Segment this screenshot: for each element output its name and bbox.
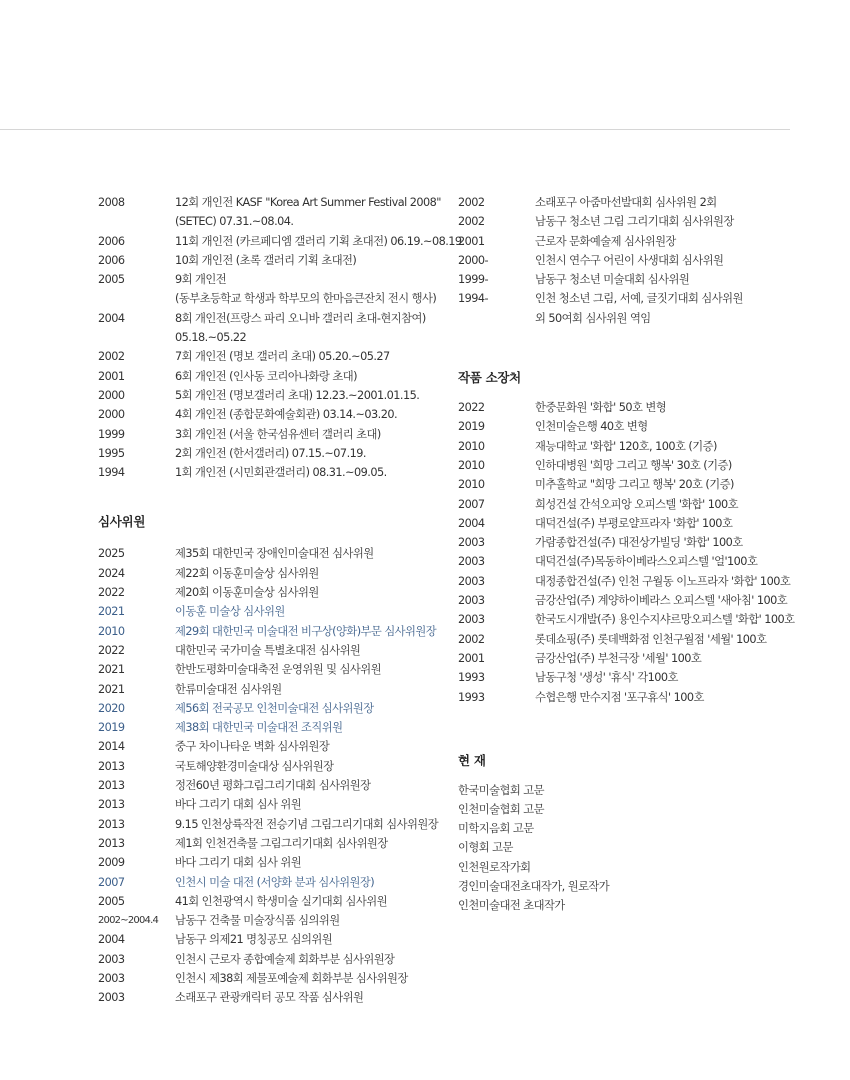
item-text: 41회 인천광역시 학생미술 실기대회 심사위원 xyxy=(175,894,387,908)
list-item xyxy=(98,680,443,699)
list-item xyxy=(458,630,798,649)
item-text: 롯데쇼핑(주) 롯데백화점 인천구월점 '세월' 100호 xyxy=(535,632,767,646)
list-item xyxy=(458,533,798,552)
item-text: 한중문화원 '화합' 50호 변형 xyxy=(535,401,667,415)
item-text: 남동구 청소년 미술대회 심사위원 xyxy=(535,273,690,287)
item-text: 인천시 제38회 제물포예술제 회화부분 심사위원장 xyxy=(175,971,408,985)
year-label: 2003 xyxy=(98,952,125,966)
item-text: 6회 개인전 (인사동 코리아나화랑 초대) xyxy=(175,369,357,383)
year-label: 2013 xyxy=(98,836,125,850)
list-item xyxy=(98,289,443,308)
list-item xyxy=(98,622,443,641)
year-label: 2010 xyxy=(458,478,485,492)
year-label: 2021 xyxy=(98,605,125,619)
item-text: 소래포구 아줌마선발대회 심사위원 2회 xyxy=(535,196,717,209)
list-item xyxy=(98,309,443,328)
list-item xyxy=(458,456,798,475)
year-label: 2003 xyxy=(458,574,485,588)
year-label xyxy=(98,289,175,308)
item-text: 한류미술대전 심사위원 xyxy=(175,682,282,696)
year-label: 2002 xyxy=(458,196,485,209)
year-label: 2001 xyxy=(458,234,485,248)
item-text: 외 50여회 심사위원 역임 xyxy=(535,311,651,325)
list-item xyxy=(98,463,443,482)
item-text: 가람종합건설(주) 대전상가빌딩 '화합' 100호 xyxy=(535,536,743,550)
year-label: 2010 xyxy=(458,439,485,453)
list-item xyxy=(458,495,798,514)
list-item xyxy=(98,444,443,463)
item-text: 9회 개인전 xyxy=(175,273,227,287)
year-label: 2010 xyxy=(458,458,485,472)
item-text: 3회 개인전 (서울 한국섬유센터 갤러리 초대) xyxy=(175,427,381,441)
item-text: 인천시 근로자 종합예술제 회화부분 심사위원장 xyxy=(175,952,395,966)
right-column xyxy=(458,193,798,915)
year-label: 2005 xyxy=(98,273,125,287)
year-label: 2008 xyxy=(98,196,125,209)
item-text: 5회 개인전 (명보갤러리 초대) 12.23.~2001.01.15. xyxy=(175,388,420,402)
list-item xyxy=(98,853,443,872)
list-item xyxy=(98,988,443,1007)
list-item xyxy=(98,969,443,988)
item-text: 소래포구 관광캐릭터 공모 작품 심사위원 xyxy=(175,991,364,1005)
year-label: 1994- xyxy=(458,292,489,306)
list-item xyxy=(98,425,443,444)
list-item xyxy=(98,193,443,212)
item-text: 대덕건설(주) 부평로얄프라자 '화합' 100호 xyxy=(535,516,733,530)
list-item xyxy=(98,544,443,563)
year-label: 1993 xyxy=(458,690,485,704)
year-label: 2020 xyxy=(98,701,125,715)
list-item xyxy=(458,270,798,289)
list-item xyxy=(458,251,798,270)
list-item xyxy=(98,386,443,405)
item-text: 제38회 대한민국 미술대전 조직위원 xyxy=(175,721,343,735)
year-label: 2003 xyxy=(458,594,485,608)
year-label: 2007 xyxy=(98,875,125,889)
year-label: 2006 xyxy=(98,234,125,248)
item-text: 근로자 문화예술제 심사위원장 xyxy=(535,234,676,248)
year-label: 2014 xyxy=(98,740,125,754)
judge-list xyxy=(98,544,443,1007)
year-label: 2019 xyxy=(98,721,125,735)
year-label xyxy=(98,328,175,347)
current-list xyxy=(458,781,798,915)
list-item xyxy=(458,688,798,707)
list-item xyxy=(98,641,443,660)
year-label: 2003 xyxy=(98,971,125,985)
year-label: 1993 xyxy=(458,671,485,685)
year-label: 2000 xyxy=(98,408,125,422)
item-text: 9.15 인천상륙작전 전승기념 그림그리기대회 심사위원장 xyxy=(175,817,439,831)
item-text: 대한민국 국가미술 특별초대전 심사위원 xyxy=(175,643,361,657)
list-item xyxy=(98,270,443,289)
item-text: 11회 개인전 (카르페디엠 갤러리 기획 초대전) 06.19.~08.19. xyxy=(175,234,465,248)
item-text: 국토해양환경미술대상 심사위원장 xyxy=(175,759,334,773)
list-item xyxy=(98,232,465,251)
year-label: 2022 xyxy=(458,401,485,415)
list-item xyxy=(98,699,443,718)
list-item xyxy=(458,591,798,610)
year-label: 2001 xyxy=(458,651,485,665)
year-label: 2025 xyxy=(98,547,125,561)
year-label: 2009 xyxy=(98,856,125,870)
list-item: 한국미술협회 고문 xyxy=(458,783,544,797)
list-item: 경인미술대전초대작가, 원로작가 xyxy=(458,879,610,893)
list-item xyxy=(458,610,798,629)
item-text: 10회 개인전 (초록 갤러리 기획 초대전) xyxy=(175,253,357,267)
year-label xyxy=(98,212,175,231)
item-text: 금강산업(주) 계양하이베라스 오피스텔 '새아침' 100호 xyxy=(535,594,788,608)
header-divider xyxy=(0,129,790,130)
item-text: 인천미술은행 40호 변형 xyxy=(535,420,648,434)
item-text: 1회 개인전 (시민회관갤러리) 08.31.~09.05. xyxy=(175,466,387,480)
list-item xyxy=(458,668,798,687)
list-item xyxy=(98,757,443,776)
item-text: 인천시 연수구 어린이 사생대회 심사위원 xyxy=(535,253,724,267)
list-item xyxy=(98,718,443,737)
item-text: (동부초등학교 학생과 학부모의 한마음큰잔치 전시 행사) xyxy=(175,292,437,306)
item-text: 남동구 의제21 명칭공모 심의위원 xyxy=(175,933,333,947)
collection-heading: 작품 소장처 xyxy=(458,370,521,386)
item-text: 12회 개인전 KASF "Korea Art Summer Festival 2008" xyxy=(175,196,441,209)
item-text: 제29회 대한민국 미술대전 비구상(양화)부문 심사위원장 xyxy=(175,624,437,638)
list-item xyxy=(98,405,443,424)
list-item xyxy=(458,398,798,417)
item-text: 정전60년 평화그림그리기대회 심사위원장 xyxy=(175,779,371,793)
list-item xyxy=(98,776,443,795)
list-item xyxy=(98,737,443,756)
list-item xyxy=(98,212,443,231)
year-label: 2019 xyxy=(458,420,485,434)
item-text: 희성건설 간석오피앙 오피스텔 '화합' 100호 xyxy=(535,497,738,511)
year-label: 2022 xyxy=(98,643,125,657)
list-item xyxy=(98,602,443,621)
year-label: 1999 xyxy=(98,427,125,441)
year-label: 2010 xyxy=(98,624,125,638)
list-item xyxy=(458,289,798,308)
year-label: 2003 xyxy=(458,555,485,569)
list-item xyxy=(98,564,443,583)
exhibitions-list xyxy=(98,193,465,482)
list-item xyxy=(98,328,443,347)
item-text: 남동구 청소년 그림 그리기대회 심사위원장 xyxy=(535,215,734,229)
item-text: 제35회 대한민국 장애인미술대전 심사위원 xyxy=(175,547,374,561)
left-column xyxy=(98,193,465,1008)
item-text: 미추홀학교 "희망 그리고 행복' 20호 (기증) xyxy=(535,478,734,492)
item-text: 8회 개인전(프랑스 파리 오니바 갤러리 초대-현지참여) xyxy=(175,311,426,325)
judge-heading: 심사위원 xyxy=(98,514,146,530)
list-item xyxy=(458,475,798,494)
list-item xyxy=(98,911,443,930)
year-label: 2002 xyxy=(98,350,125,364)
list-item xyxy=(458,572,798,591)
list-item xyxy=(98,795,443,814)
year-label: 2002 xyxy=(458,215,485,229)
judge-more-list xyxy=(458,193,798,328)
list-item xyxy=(98,347,443,366)
year-label: 2003 xyxy=(98,991,125,1005)
list-item xyxy=(458,437,798,456)
year-label: 2013 xyxy=(98,779,125,793)
item-text: 한국도시개발(주) 용인수지샤르망오피스텔 '화합' 100호 xyxy=(535,613,795,627)
list-item xyxy=(458,552,798,571)
item-text: 금강산업(주) 부천극장 '세월' 100호 xyxy=(535,651,702,665)
year-label: 2002~2004.4 xyxy=(98,915,159,927)
item-text: 수협은행 만수지점 '포구휴식' 100호 xyxy=(535,690,704,704)
year-label: 2001 xyxy=(98,369,125,383)
year-label: 2004 xyxy=(458,516,485,530)
year-label: 2000 xyxy=(98,388,125,402)
item-text: 2회 개인전 (한서갤러리) 07.15.~07.19. xyxy=(175,446,366,460)
list-item xyxy=(98,660,443,679)
list-item: 미학지음회 고문 xyxy=(458,822,534,836)
item-text: 제20회 이동훈미술상 심사위원 xyxy=(175,586,319,600)
collection-list xyxy=(458,398,798,707)
year-label: 2013 xyxy=(98,759,125,773)
list-item xyxy=(98,892,443,911)
item-text: 05.18.~05.22 xyxy=(175,331,247,345)
item-text: 대정종합건설(주) 인천 구월동 이노프라자 '화합' 100호 xyxy=(535,574,791,588)
item-text: 바다 그리기 대회 심사 위원 xyxy=(175,856,302,870)
year-label: 1995 xyxy=(98,446,125,460)
year-label: 2004 xyxy=(98,933,125,947)
list-item xyxy=(458,232,798,251)
item-text: 인천시 미술 대전 (서양화 분과 심사위원장) xyxy=(175,875,375,889)
list-item: 인천원로작가회 xyxy=(458,860,531,874)
item-text: 4회 개인전 (종합문화예술회관) 03.14.~03.20. xyxy=(175,408,398,422)
year-label: 2013 xyxy=(98,817,125,831)
year-label: 2002 xyxy=(458,632,485,646)
item-text: 7회 개인전 (명보 갤러리 초대) 05.20.~05.27 xyxy=(175,350,390,364)
item-text: 바다 그리기 대회 심사 위원 xyxy=(175,798,302,812)
year-label: 1999- xyxy=(458,273,489,287)
item-text: 남동구 건축물 미술장식품 심의위원 xyxy=(175,914,340,928)
list-item xyxy=(458,309,798,328)
item-text: 제22회 이동훈미술상 심사위원 xyxy=(175,566,319,580)
list-item: 인천미술대전 초대작가 xyxy=(458,899,565,913)
list-item xyxy=(458,417,798,436)
current-heading: 현 재 xyxy=(458,752,486,768)
year-label: 2021 xyxy=(98,682,125,696)
item-text: 제56회 전국공모 인천미술대전 심사위원장 xyxy=(175,701,374,715)
list-item xyxy=(458,649,798,668)
item-text: 이동훈 미술상 심사위원 xyxy=(175,605,285,619)
list-item xyxy=(458,514,798,533)
item-text: 남동구청 '생성' '휴식' 각100호 xyxy=(535,671,678,685)
item-text: 대덕건설(주)목동하이베라스오피스텔 '얼'100호 xyxy=(535,555,758,569)
list-item: 인천미술협회 고문 xyxy=(458,803,544,817)
year-label xyxy=(458,309,535,328)
item-text: 한반도평화미술대축전 운영위원 및 심사위원 xyxy=(175,663,382,677)
year-label: 2003 xyxy=(458,613,485,627)
list-item xyxy=(458,193,798,212)
year-label: 1994 xyxy=(98,466,125,480)
item-text: 중구 차이나타운 벽화 심사위원장 xyxy=(175,740,330,754)
year-label: 2004 xyxy=(98,311,125,325)
list-item xyxy=(98,873,443,892)
year-label: 2006 xyxy=(98,253,125,267)
year-label: 2022 xyxy=(98,586,125,600)
list-item xyxy=(458,212,798,231)
list-item xyxy=(98,930,443,949)
list-item xyxy=(98,950,443,969)
year-label: 2013 xyxy=(98,798,125,812)
year-label: 2000- xyxy=(458,253,489,267)
list-item xyxy=(98,834,443,853)
list-item xyxy=(98,367,443,386)
item-text: 재능대학교 '화합' 120호, 100호 (기증) xyxy=(535,439,717,453)
list-item xyxy=(98,815,443,834)
item-text: (SETEC) 07.31.~08.04. xyxy=(175,215,294,229)
item-text: 제1회 인천건축물 그림그리기대회 심사위원장 xyxy=(175,836,388,850)
year-label: 2024 xyxy=(98,566,125,580)
year-label: 2021 xyxy=(98,663,125,677)
item-text: 인하대병원 '희망 그리고 행복' 30호 (기증) xyxy=(535,458,732,472)
item-text: 인천 청소년 그림, 서예, 글짓기대회 심사위원 xyxy=(535,292,743,306)
year-label: 2007 xyxy=(458,497,485,511)
year-label: 2005 xyxy=(98,894,125,908)
list-item xyxy=(98,583,443,602)
year-label: 2003 xyxy=(458,536,485,550)
list-item xyxy=(98,251,443,270)
list-item: 이형회 고문 xyxy=(458,841,513,855)
